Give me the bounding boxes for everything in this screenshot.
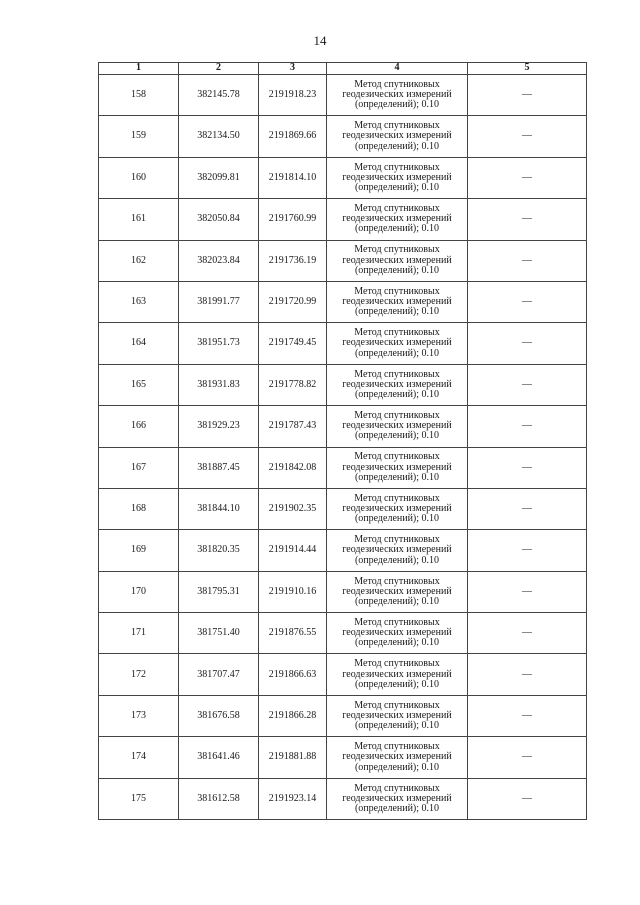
x-coordinate-cell: 381844.10: [179, 488, 259, 529]
coordinates-table: [98, 62, 587, 820]
description-cell: —: [468, 116, 587, 157]
method-text-line: Метод спутниковых: [354, 616, 440, 628]
description-cell: —: [468, 778, 587, 819]
method-text-line: геодезических измерений: [342, 544, 452, 556]
y-coordinate-cell: 2191902.35: [259, 488, 327, 529]
method-text-line: Метод спутниковых: [354, 327, 440, 339]
method-text-line: Метод спутниковых: [354, 534, 440, 546]
header-col-2: 2: [179, 63, 259, 75]
description-cell: —: [468, 571, 587, 612]
table-row: [99, 240, 587, 281]
x-coordinate-cell: 382145.78: [179, 75, 259, 116]
x-coordinate-cell: 381929.23: [179, 406, 259, 447]
description-cell: —: [468, 281, 587, 322]
table-row: [99, 695, 587, 736]
x-coordinate-cell: 381931.83: [179, 364, 259, 405]
method-text-line: геодезических измерений: [342, 503, 452, 514]
method-text-line: Метод спутниковых: [354, 658, 440, 670]
description-cell: —: [468, 364, 587, 405]
method-text-line: (определений); 0.10: [354, 513, 440, 525]
method-cell: [327, 530, 468, 571]
description-cell: —: [468, 75, 587, 116]
method-text-line: Метод спутниковых: [354, 161, 440, 173]
method-text-line: (определений); 0.10: [354, 471, 440, 483]
method-text-line: Метод спутниковых: [354, 575, 440, 587]
x-coordinate-cell: 381991.77: [179, 281, 259, 322]
table-row: [99, 281, 587, 322]
description-cell: —: [468, 613, 587, 654]
table-row: [99, 488, 587, 529]
method-text-line: геодезических измерений: [342, 751, 452, 763]
method-text-line: геодезических измерений: [342, 792, 452, 804]
method-text-line: (определений); 0.10: [354, 264, 440, 276]
table-row: [99, 75, 587, 116]
x-coordinate-cell: 381707.47: [179, 654, 259, 695]
header-col-1: 1: [99, 63, 179, 75]
point-number-cell: 169: [99, 530, 179, 571]
method-text-line: геодезических измерений: [342, 130, 452, 142]
description-cell: —: [468, 737, 587, 778]
y-coordinate-cell: 2191910.16: [259, 571, 327, 612]
method-text-line: (определений); 0.10: [354, 389, 440, 401]
method-text-line: Метод спутниковых: [354, 782, 440, 794]
table-body: [99, 75, 587, 820]
point-number-cell: 172: [99, 654, 179, 695]
point-number-cell: 163: [99, 281, 179, 322]
y-coordinate-cell: 2191778.82: [259, 364, 327, 405]
method-text-line: Метод спутниковых: [354, 285, 440, 297]
point-number-cell: 174: [99, 737, 179, 778]
method-text-line: Метод спутниковых: [354, 244, 440, 256]
y-coordinate-cell: 2191787.43: [259, 406, 327, 447]
table-row: [99, 157, 587, 198]
table-row: [99, 406, 587, 447]
point-number-cell: 158: [99, 75, 179, 116]
description-cell: —: [468, 488, 587, 529]
method-text-line: геодезических измерений: [342, 171, 452, 183]
method-text-line: (определений); 0.10: [354, 347, 440, 359]
method-cell: [327, 364, 468, 405]
method-cell: [327, 654, 468, 695]
x-coordinate-cell: 382134.50: [179, 116, 259, 157]
x-coordinate-cell: 381641.46: [179, 737, 259, 778]
point-number-cell: 173: [99, 695, 179, 736]
x-coordinate-cell: 381612.58: [179, 778, 259, 819]
method-text-line: (определений); 0.10: [354, 554, 440, 566]
method-text-line: Метод спутниковых: [354, 368, 440, 380]
y-coordinate-cell: 2191814.10: [259, 157, 327, 198]
method-text-line: (определений); 0.10: [354, 306, 440, 318]
y-coordinate-cell: 2191866.28: [259, 695, 327, 736]
x-coordinate-cell: 381887.45: [179, 447, 259, 488]
description-cell: —: [468, 240, 587, 281]
method-text-line: геодезических измерений: [342, 337, 452, 349]
method-text-line: (определений); 0.10: [354, 140, 440, 152]
description-cell: —: [468, 447, 587, 488]
x-coordinate-cell: 381751.40: [179, 613, 259, 654]
point-number-cell: 170: [99, 571, 179, 612]
method-text-line: Метод спутниковых: [354, 120, 440, 132]
method-text-line: Метод спутниковых: [354, 492, 440, 504]
method-text-line: Метод спутниковых: [354, 78, 440, 90]
method-cell: [327, 737, 468, 778]
method-cell: [327, 323, 468, 364]
point-number-cell: 162: [99, 240, 179, 281]
method-text-line: Метод спутниковых: [354, 451, 440, 463]
description-cell: —: [468, 530, 587, 571]
x-coordinate-cell: 382050.84: [179, 199, 259, 240]
table-row: [99, 737, 587, 778]
method-text-line: (определений); 0.10: [354, 678, 440, 690]
method-cell: [327, 240, 468, 281]
method-text-line: геодезических измерений: [342, 420, 452, 432]
point-number-cell: 167: [99, 447, 179, 488]
description-cell: —: [468, 654, 587, 695]
table-row: [99, 323, 587, 364]
y-coordinate-cell: 2191842.08: [259, 447, 327, 488]
method-text-line: геодезических измерений: [342, 709, 452, 721]
method-text-line: геодезических измерений: [342, 627, 452, 639]
method-text-line: геодезических измерений: [342, 213, 452, 225]
x-coordinate-cell: 382023.84: [179, 240, 259, 281]
method-cell: [327, 157, 468, 198]
method-text-line: Метод спутниковых: [354, 699, 440, 711]
page-number: 14: [313, 33, 327, 48]
method-cell: [327, 571, 468, 612]
description-cell: —: [468, 323, 587, 364]
table-row: [99, 778, 587, 819]
y-coordinate-cell: 2191866.63: [259, 654, 327, 695]
point-number-cell: 175: [99, 778, 179, 819]
y-coordinate-cell: 2191736.19: [259, 240, 327, 281]
method-text-line: геодезических измерений: [342, 461, 452, 473]
y-coordinate-cell: 2191760.99: [259, 199, 327, 240]
method-cell: [327, 406, 468, 447]
method-text-line: геодезических измерений: [342, 378, 452, 390]
header-col-4: 4: [327, 63, 468, 75]
table-row: [99, 571, 587, 612]
method-text-line: геодезических измерений: [342, 296, 452, 308]
y-coordinate-cell: 2191914.44: [259, 530, 327, 571]
y-coordinate-cell: 2191749.45: [259, 323, 327, 364]
y-coordinate-cell: 2191923.14: [259, 778, 327, 819]
method-text-line: геодезических измерений: [342, 668, 452, 680]
method-text-line: (определений); 0.10: [354, 595, 440, 607]
method-cell: [327, 199, 468, 240]
table-row: [99, 654, 587, 695]
method-text-line: (определений); 0.10: [354, 761, 440, 773]
point-number-cell: 160: [99, 157, 179, 198]
point-number-cell: 159: [99, 116, 179, 157]
table-row: [99, 199, 587, 240]
description-cell: —: [468, 406, 587, 447]
table-row: [99, 447, 587, 488]
method-cell: [327, 778, 468, 819]
method-cell: [327, 75, 468, 116]
point-number-cell: 171: [99, 613, 179, 654]
method-cell: [327, 116, 468, 157]
description-cell: —: [468, 157, 587, 198]
table-header-row: [99, 63, 587, 75]
point-number-cell: 166: [99, 406, 179, 447]
method-cell: [327, 488, 468, 529]
description-cell: —: [468, 695, 587, 736]
x-coordinate-cell: 381951.73: [179, 323, 259, 364]
table-row: [99, 613, 587, 654]
header-col-3: 3: [259, 63, 327, 75]
x-coordinate-cell: 382099.81: [179, 157, 259, 198]
header-col-5: 5: [468, 63, 587, 75]
x-coordinate-cell: 381820.35: [179, 530, 259, 571]
method-text-line: (определений); 0.10: [354, 637, 440, 649]
method-text-line: Метод спутниковых: [354, 741, 440, 753]
y-coordinate-cell: 2191869.66: [259, 116, 327, 157]
y-coordinate-cell: 2191720.99: [259, 281, 327, 322]
method-text-line: (определений); 0.10: [354, 223, 440, 235]
method-cell: [327, 447, 468, 488]
x-coordinate-cell: 381795.31: [179, 571, 259, 612]
method-text-line: геодезических измерений: [342, 585, 452, 597]
x-coordinate-cell: 381676.58: [179, 695, 259, 736]
method-text-line: (определений); 0.10: [354, 182, 440, 194]
point-number-cell: 165: [99, 364, 179, 405]
y-coordinate-cell: 2191881.88: [259, 737, 327, 778]
table-row: [99, 364, 587, 405]
method-text-line: (определений); 0.10: [354, 802, 440, 814]
method-text-line: геодезических измерений: [342, 254, 452, 266]
method-cell: [327, 613, 468, 654]
point-number-cell: 168: [99, 488, 179, 529]
point-number-cell: 161: [99, 199, 179, 240]
description-cell: —: [468, 199, 587, 240]
method-text-line: геодезических измерений: [342, 89, 452, 101]
table-row: [99, 530, 587, 571]
y-coordinate-cell: 2191876.55: [259, 613, 327, 654]
y-coordinate-cell: 2191918.23: [259, 75, 327, 116]
point-number-cell: 164: [99, 323, 179, 364]
method-text-line: (определений); 0.10: [354, 720, 440, 732]
method-cell: [327, 281, 468, 322]
method-text-line: (определений); 0.10: [354, 430, 440, 442]
method-text-line: (определений); 0.10: [354, 99, 440, 111]
method-cell: [327, 695, 468, 736]
method-text-line: Метод спутниковых: [354, 410, 440, 422]
table-row: [99, 116, 587, 157]
method-text-line: Метод спутниковых: [354, 203, 440, 215]
